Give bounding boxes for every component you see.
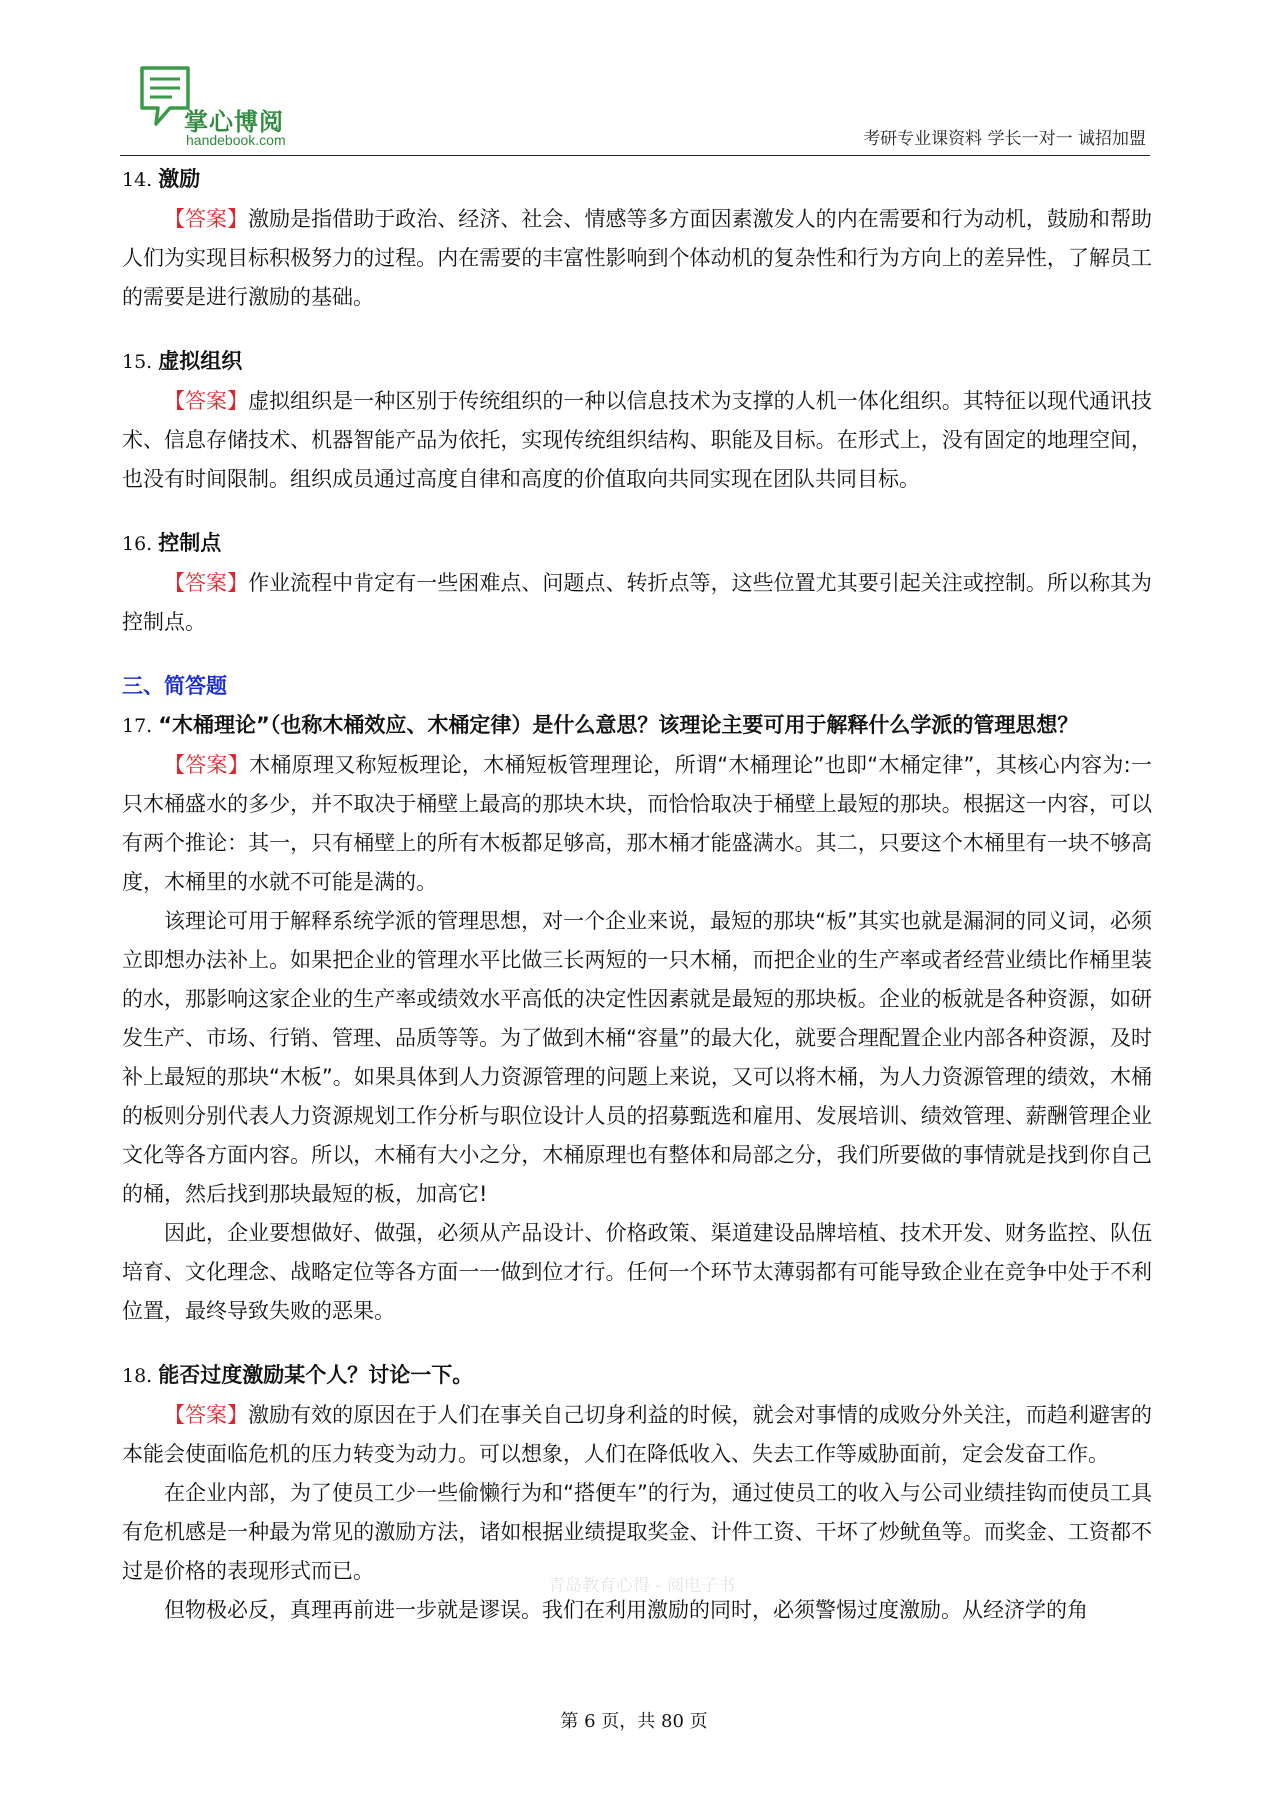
question-number: 14.	[122, 169, 153, 191]
answer-paragraph: 在企业内部，为了使员工少一些偷懒行为和“搭便车”的行为，通过使员工的收入与公司业绩挂钩而使员工具有危机感是一种最为常见的激励方法，诸如根据业绩提取奖金、计件工资、干坏了炒鱿鱼等。而奖金、工资都不过是价格的表现形式而已。	[122, 1481, 1152, 1583]
question-title	[122, 524, 1152, 564]
answer-text: 激励是指借助于政治、经济、社会、情感等多方面因素激发人的内在需要和行为动机，鼓励和帮助人们为实现目标积极努力的过程。内在需要的丰富性影响到个体动机的复杂性和行为方向上的差异性，了解员工的需要是进行激励的基础。	[122, 207, 1153, 309]
answer-paragraph	[122, 746, 1152, 902]
question-title	[122, 342, 1152, 382]
answer-text: 虚拟组织是一种区别于传统组织的一种以信息技术为支撑的人机一体化组织。其特征以现代通讯技术、信息存储技术、机器智能产品为依托，实现传统组织结构、职能及目标。在形式上，没有固定的地理空间，也没有时间限制。组织成员通过高度自律和高度的价值取向共同实现在团队共同目标。	[122, 389, 1153, 491]
answer-text: 激励有效的原因在于人们在事关自己切身利益的时候，就会对事情的成败分外关注，而趋利避害的本能会使面临危机的压力转变为动力。可以想象，人们在降低收入、失去工作等威胁面前，定会发奋工作。	[122, 1403, 1153, 1466]
question-item	[122, 160, 1152, 317]
logo	[136, 60, 376, 150]
answer-tag: 【答案】	[164, 1403, 249, 1427]
question-title	[122, 706, 1152, 746]
answer-tag: 【答案】	[164, 571, 249, 595]
answer-paragraph: 该理论可用于解释系统学派的管理思想，对一个企业来说，最短的那块“板”其实也就是漏洞的同义词，必须立即想办法补上。如果把企业的管理水平比做三长两短的一只木桶，而把企业的生产率或者经营业绩比作桶里装的水，那影响这家企业的生产率或绩效水平高低的决定性因素就是最短的那块板。企业的板就是各种资源，如研发生产、市场、行销、管理、品质等等。为了做到木桶“容量”的最大化，就要合理配置企业内部各种资源，及时补上最短的那块“木板”。如果具体到人力资源管理的问题上来说，又可以将木桶，为人力资源管理的绩效，木桶的板则分别代表人力资源规划工作分析与职位设计人员的招募甄选和雇用、发展培训、绩效管理、薪酬管理企业文化等各方面内容。所以，木桶有大小之分，木桶原理也有整体和局部之分，我们所要做的事情就是找到你自己的桶，然后找到那块最短的板，加高它!	[122, 909, 1152, 1206]
logo-url: handebook.com	[186, 132, 286, 148]
answer-paragraph	[122, 564, 1152, 642]
page-footer: 第 6 页，共 80 页	[560, 1711, 708, 1732]
answer-tag: 【答案】	[164, 207, 249, 231]
answer-text: 作业流程中肯定有一些困难点、问题点、转折点等，这些位置尤其要引起关注或控制。所以称其为控制点。	[122, 571, 1153, 634]
question-text: 能否过度激励某个人？讨论一下。	[158, 1363, 474, 1387]
header-slogan: 考研专业课资料 学长一对一 诚招加盟	[863, 129, 1146, 149]
question-item	[122, 524, 1152, 642]
answer-tag: 【答案】	[164, 753, 250, 777]
answer-paragraph	[122, 382, 1152, 499]
watermark: 青岛教育心得 - 阅电子书	[548, 1576, 735, 1596]
page-content	[122, 160, 1152, 1655]
answer-paragraph: 但物极必反，真理再前进一步就是谬误。我们在利用激励的同时，必须警惕过度激励。从经济学的角	[164, 1598, 1088, 1622]
question-title	[122, 1356, 1152, 1396]
question-item	[122, 342, 1152, 499]
question-number: 17.	[122, 715, 153, 737]
question-text: 虚拟组织	[158, 349, 243, 373]
question-text: 激励	[158, 167, 201, 191]
answer-tag: 【答案】	[164, 389, 249, 413]
logo-name: 掌心博阅	[184, 108, 284, 136]
question-text: “木桶理论”（也称木桶效应、木桶定律）是什么意思？该理论主要可用于解释什么学派的管理思想？	[158, 713, 1079, 737]
page-header	[120, 60, 1150, 156]
question-item	[122, 706, 1152, 1331]
answer-text: 木桶原理又称短板理论，木桶短板管理理论，所谓“木桶理论”也即“木桶定律”，其核心内容为:一只木桶盛水的多少，并不取决于桶壁上最高的那块木块，而恰恰取决于桶壁上最短的那块。根据这一内容，可以有两个推论：其一，只有桶壁上的所有木板都足够高，那木桶才能盛满水。其二，只要这个木桶里有一块不够高度，木桶里的水就不可能是满的。	[122, 753, 1153, 894]
question-item	[122, 1356, 1152, 1630]
question-number: 15.	[122, 351, 153, 373]
answer-paragraph	[122, 1396, 1152, 1474]
question-number: 16.	[122, 533, 153, 555]
question-title	[122, 160, 1152, 200]
section-title: 三、简答题	[122, 674, 227, 698]
answer-paragraph: 因此，企业要想做好、做强，必须从产品设计、价格政策、渠道建设品牌培植、技术开发、财务监控、队伍培育、文化理念、战略定位等各方面一一做到位才行。任何一个环节太薄弱都有可能导致企业在竞争中处于不利位置，最终导致失败的恶果。	[122, 1221, 1152, 1323]
question-number: 18.	[122, 1365, 153, 1387]
question-text: 控制点	[158, 531, 222, 555]
answer-paragraph	[122, 200, 1152, 317]
